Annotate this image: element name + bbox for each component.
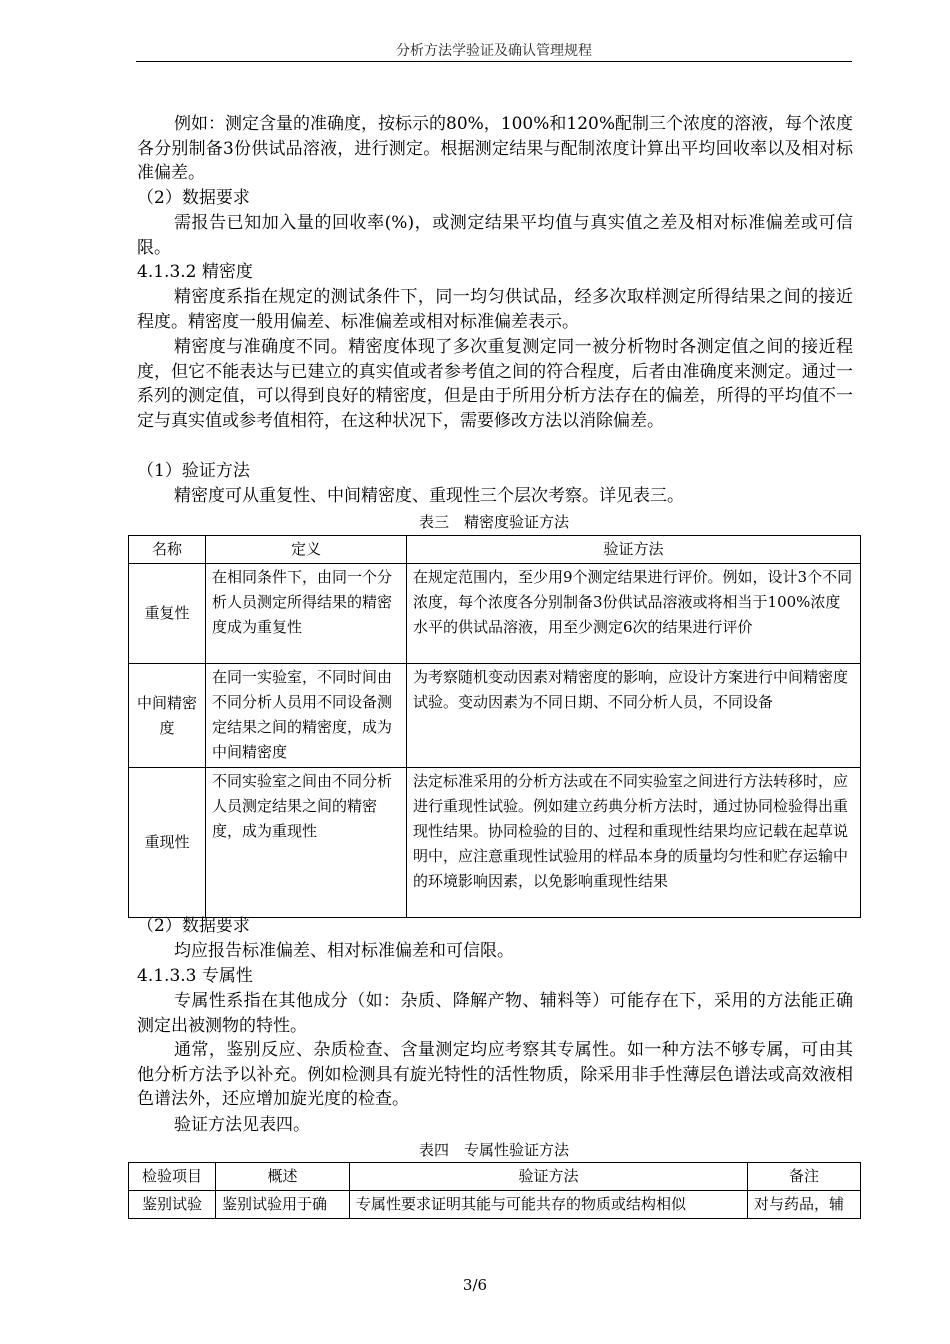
paragraph-recovery-report: 需报告已知加入量的回收率(%)，或测定结果平均值与真实值之差及相对标准偏差或可信限。 [137, 213, 853, 258]
table4-cell-note: 对与药品，辅 [748, 1191, 861, 1219]
heading-precision: 4.1.3.2 精密度 [137, 262, 253, 282]
table3-header-name: 名称 [129, 536, 206, 564]
table4-specificity [128, 1162, 861, 1219]
table4-cell-method: 专属性要求证明其能与可能共存的物质或结构相似 [350, 1191, 748, 1219]
heading-data-requirements-1: （2）数据要求 [137, 188, 250, 208]
paragraph-specificity-definition: 专属性系指在其他成分（如：杂质、降解产物、辅料等）可能存在下，采用的方法能正确测定出被测物的特性。 [137, 991, 853, 1036]
table4-header-note: 备注 [748, 1163, 861, 1191]
paragraph-see-table4: 验证方法见表四。 [174, 1115, 310, 1135]
header-divider [136, 61, 852, 62]
table3-cell-definition: 不同实验室之间由不同分析人员测定结果之间的精密度，成为重现性 [206, 768, 407, 918]
table3-cell-name: 重复性 [129, 564, 206, 664]
table-row [129, 768, 861, 918]
table-row [129, 1191, 861, 1219]
table4-header-method: 验证方法 [350, 1163, 748, 1191]
table3-header-definition: 定义 [206, 536, 407, 564]
table3-precision [128, 535, 861, 918]
table4-cell-item: 鉴别试验 [129, 1191, 216, 1219]
table3-cell-method: 在规定范围内，至少用9个测定结果进行评价。例如，设计3个不同浓度，每个浓度各分别制备3份供试品溶液或将相当于100%浓度水平的供试品溶液，用至少测定6次的结果进行评价 [407, 564, 861, 664]
heading-validation-method: （1）验证方法 [137, 461, 250, 481]
heading-data-requirements-2: （2）数据要求 [137, 916, 250, 936]
paragraph-precision-vs-accuracy: 精密度与准确度不同。精密度体现了多次重复测定同一被分析物时各测定值之间的接近程度，但它不能表达与已建立的真实值或者参考值之间的符合程度，后者由准确度来测定。通过一系列的测定值，可以得到良好的精密度，但是由于所用分析方法存在的偏差，所得的平均值不一定与真实值或参考值相符，在这种状况下，需要修改方法以消除偏差。 [137, 337, 853, 431]
table4-cell-summary: 鉴别试验用于确 [216, 1191, 350, 1219]
table3-cell-definition: 在相同条件下，由同一个分析人员测定所得结果的精密度成为重复性 [206, 564, 407, 664]
table3-cell-name: 中间精密度 [129, 664, 206, 768]
table-row [129, 564, 861, 664]
page-number: 3/6 [462, 1276, 488, 1294]
table3-cell-method: 为考察随机变动因素对精密度的影响，应设计方案进行中间精密度试验。变动因素为不同日期、不同分析人员，不同设备 [407, 664, 861, 768]
paragraph-report-deviation: 均应报告标准偏差、相对标准偏差和可信限。 [174, 941, 514, 961]
heading-specificity: 4.1.3.3 专属性 [137, 966, 253, 986]
table3-cell-name: 重现性 [129, 768, 206, 918]
table3-cell-method: 法定标准采用的分析方法或在不同实验室之间进行方法转移时，应进行重现性试验。例如建立药典分析方法时，通过协同检验得出重现性结果。协同检验的目的、过程和重现性结果均应记载在起草说明中，应注意重现性试验用的样品本身的质量均匀性和贮存运输中的环境影响因素，以免影响重现性结果 [407, 768, 861, 918]
table4-caption: 表四 专属性验证方法 [418, 1141, 569, 1159]
paragraph-specificity-tests: 通常，鉴别反应、杂质检查、含量测定均应考察其专属性。如一种方法不够专属，可由其他分析方法予以补充。例如检测具有旋光特性的活性物质，除采用非手性薄层色谱法或高效液相色谱法外，还应增加旋光度的检查。 [137, 1040, 853, 1109]
page-header: 分析方法学验证及确认管理规程 [396, 43, 592, 59]
table4-header-item: 检验项目 [129, 1163, 216, 1191]
table4-header-summary: 概述 [216, 1163, 350, 1191]
table3-caption: 表三 精密度验证方法 [418, 513, 569, 531]
table3-header-method: 验证方法 [407, 536, 861, 564]
paragraph-precision-definition: 精密度系指在规定的测试条件下，同一均匀供试品，经多次取样测定所得结果之间的接近程度。精密度一般用偏差、标准偏差或相对标准偏差表示。 [137, 287, 853, 332]
paragraph-accuracy-example: 例如：测定含量的准确度，按标示的80%，100%和120%配制三个浓度的溶液，每个浓度各分别制备3份供试品溶液，进行测定。根据测定结果与配制浓度计算出平均回收率以及相对标准偏差。 [137, 114, 853, 183]
paragraph-precision-levels: 精密度可从重复性、中间精密度、重现性三个层次考察。详见表三。 [174, 486, 684, 506]
table3-cell-definition: 在同一实验室，不同时间由不同分析人员用不同设备测定结果之间的精密度，成为中间精密度 [206, 664, 407, 768]
table-row [129, 664, 861, 768]
